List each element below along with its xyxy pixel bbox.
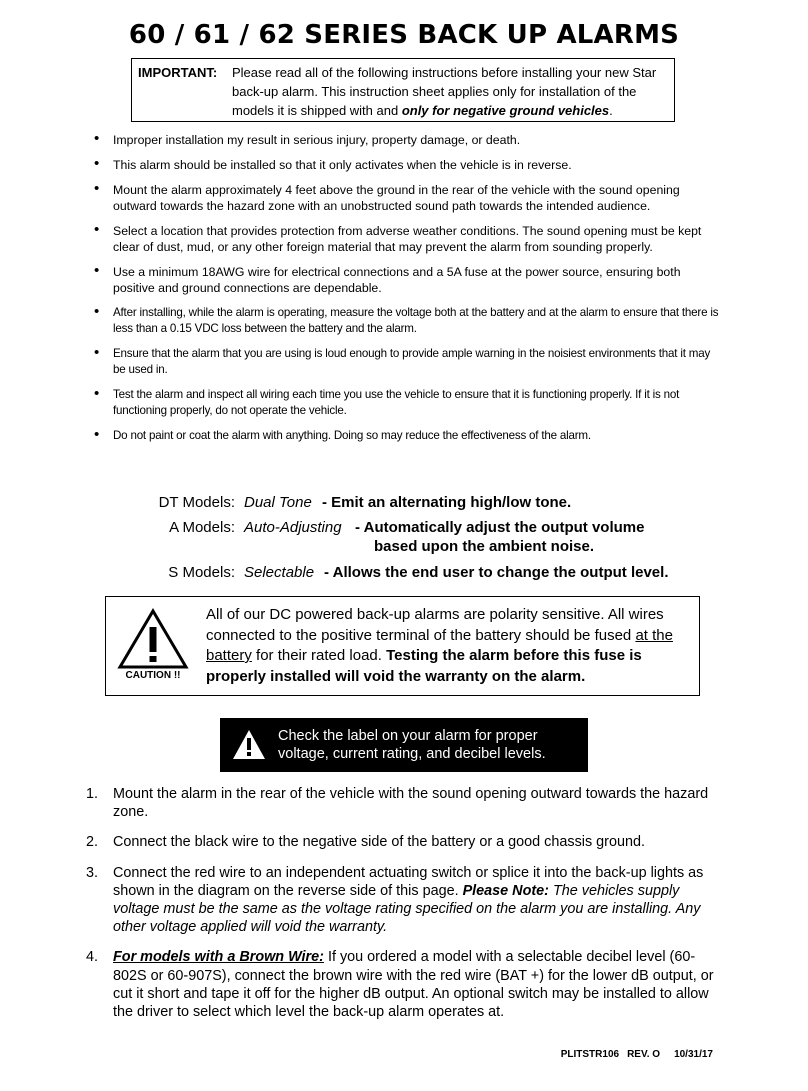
safety-bullet-list	[94, 132, 724, 453]
model-description: - Emit an alternating high/low tone.	[322, 494, 572, 511]
important-text: Please read all of the following instructions before installing your new Star back-up alarm. This instruction sheet applies only for installation of the models it is shipped with and only for negative ground vehicles.	[232, 65, 657, 118]
model-label: Dual Tone	[244, 494, 312, 511]
bullet-item: • Improper installation my result in serious injury, property damage, or death.	[94, 132, 724, 148]
page-title: 60 / 61 / 62 SERIES BACK UP ALARMS	[128, 20, 680, 50]
bullet-item: • After installing, while the alarm is operating, measure the voltage both at the battery and at the alarm to ensure that there is less than a 0.15 VDC loss between the battery and the alarm.	[94, 305, 724, 337]
model-name: DT Models:	[158, 494, 235, 511]
label-check-notice	[220, 718, 588, 772]
bullet-item: • This alarm should be installed so that it only activates when the vehicle is in reverse.	[94, 157, 724, 173]
label-check-text: Check the label on your alarm for proper voltage, current rating, and decibel levels.	[278, 728, 546, 762]
important-notice-box	[131, 58, 675, 122]
bullet-item: • Mount the alarm approximately 4 feet above the ground in the rear of the vehicle with the sound opening outward towards the hazard zone with an unobstructed sound path towards the intended audience.	[94, 182, 724, 214]
model-name: A Models:	[169, 519, 235, 536]
installation-steps	[86, 785, 716, 1033]
bullet-item: • Select a location that provides protection from adverse weather conditions. The sound opening must be kept clear of dust, mud, or any other foreign material that may prevent the alarm from sounding properly.	[94, 223, 724, 255]
model-label: Selectable	[244, 564, 315, 581]
bullet-item: • Ensure that the alarm that you are using is loud enough to provide ample warning in the noisiest environments that it may be used in.	[94, 346, 724, 378]
caution-label: CAUTION !!	[125, 670, 181, 681]
bullet-item: • Use a minimum 18AWG wire for electrical connections and a 5A fuse at the power source, ensuring both positive and ground connections are dependable.	[94, 264, 724, 296]
caution-warning-icon	[116, 607, 190, 685]
document-footer: PLITSTR106 REV. O 10/31/17	[560, 1049, 713, 1060]
model-name: S Models:	[168, 564, 235, 581]
step-item: 2. Connect the black wire to the negative side of the battery or a good chassis ground.	[86, 834, 645, 851]
polarity-caution-box	[105, 596, 700, 696]
model-description: - Allows the end user to change the output level.	[324, 564, 669, 581]
step-item: 3. Connect the red wire to an independent actuating switch or splice it into the back-up lights as shown in the diagram on the reverse side of this page. Please Note: The vehicles supply voltage must be the same as the voltage rating specified on the alarm you are installing. Any other voltage applied will void the warranty.	[86, 864, 704, 936]
model-description: - Automatically adjust the output volume	[355, 519, 645, 536]
bullet-item: • Do not paint or coat the alarm with anything. Doing so may reduce the effectiveness of the alarm.	[94, 428, 724, 444]
bullet-item: • Test the alarm and inspect all wiring each time you use the vehicle to ensure that it is functioning properly. If it is not functioning properly, do not operate the vehicle.	[94, 387, 724, 419]
important-label: IMPORTANT:	[138, 65, 218, 80]
caution-text: All of our DC powered back-up alarms are polarity sensitive. All wires connected to the positive terminal of the battery should be fused at the battery for their rated load. Testing the alarm before this fuse is properly installed will void the warranty on the alarm.	[206, 606, 673, 685]
step-item: 4. For models with a Brown Wire: If you ordered a model with a selectable decibel level (60-802S or 60-907S), connect the brown wire with the red wire (BAT +) for the lower dB output, or cut it short and tape it off for the higher dB output. An optional switch may be installed to allow the driver to select which level the back-up alarm operates at.	[86, 949, 714, 1021]
model-description-cont: based upon the ambient noise.	[374, 538, 595, 555]
model-label: Auto-Adjusting	[244, 519, 342, 536]
warning-triangle-icon	[232, 729, 266, 760]
step-item: 1. Mount the alarm in the rear of the vehicle with the sound opening outward towards the hazard zone.	[86, 786, 709, 821]
